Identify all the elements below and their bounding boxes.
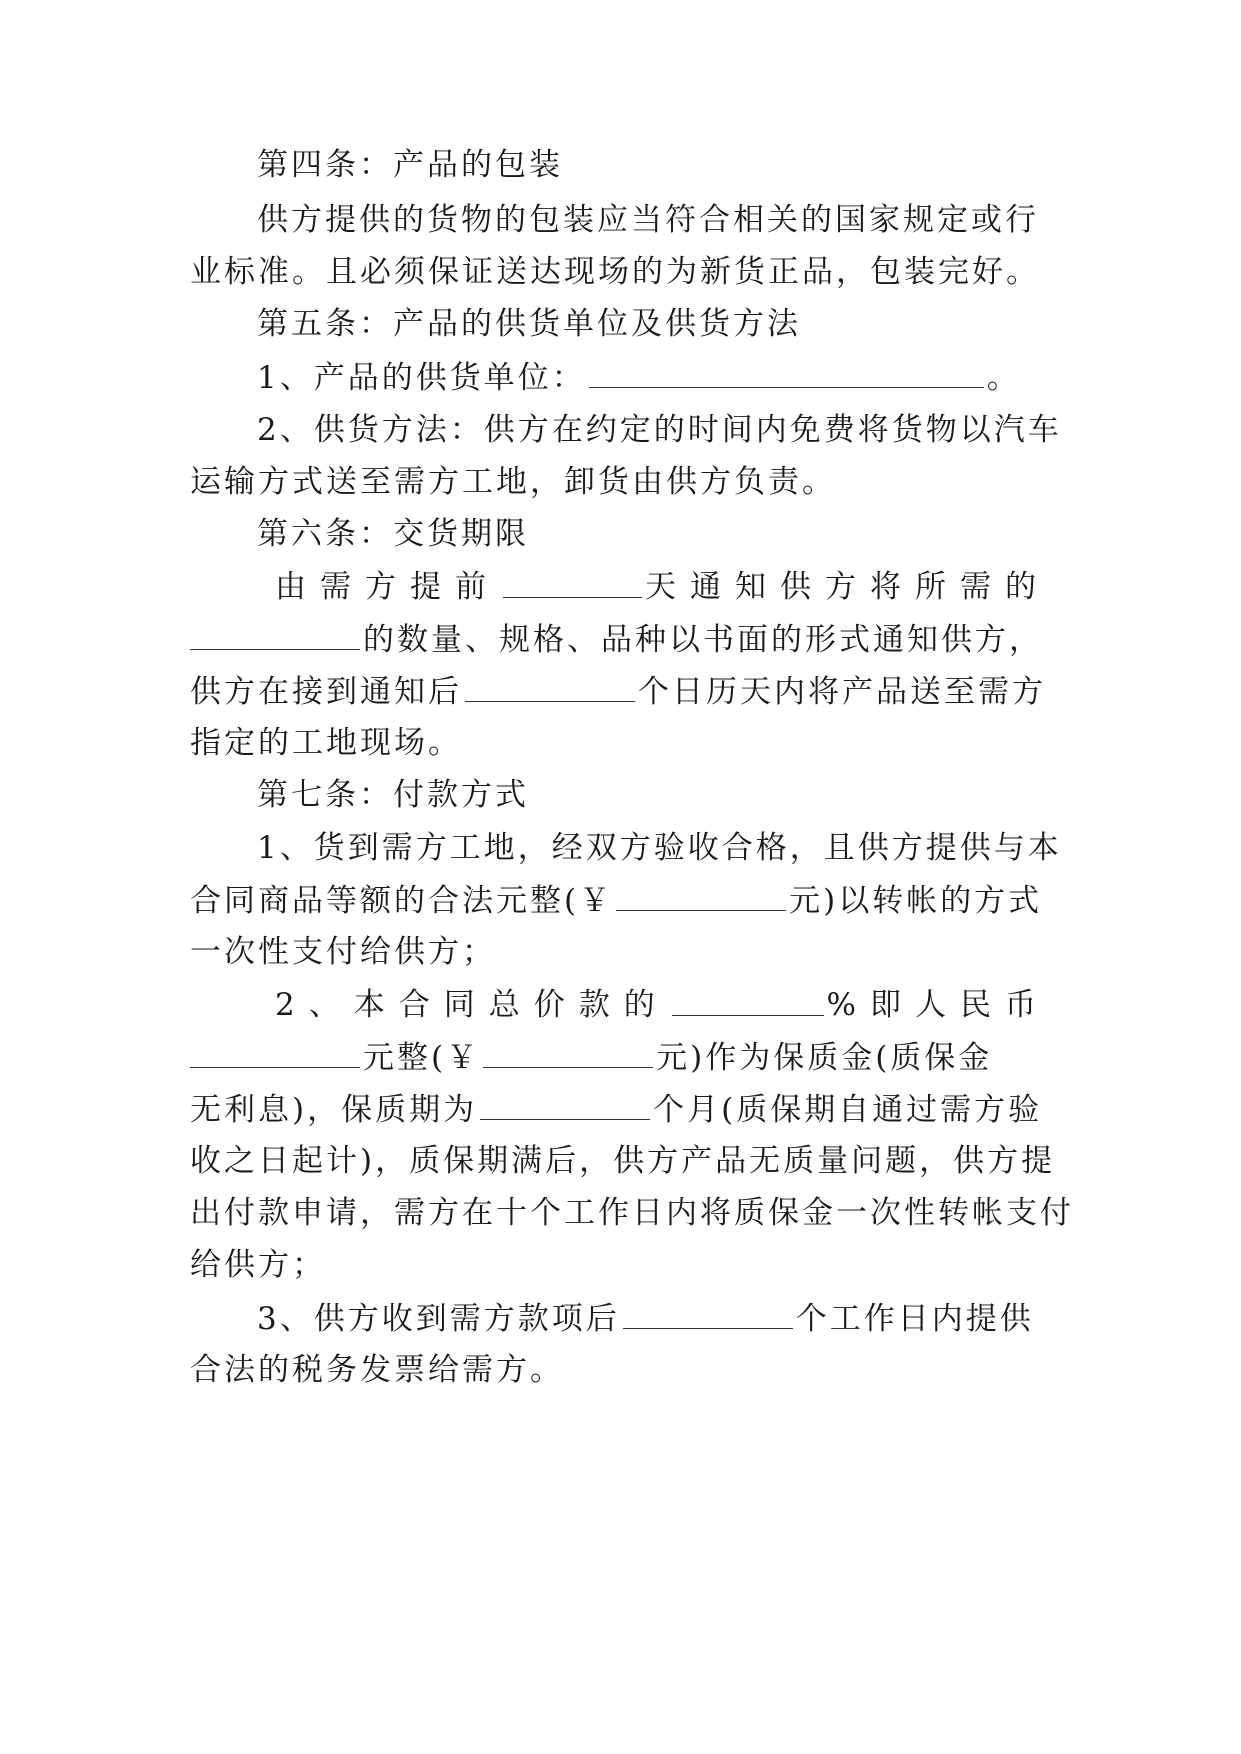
article5-item2-line2: 运输方式送至需方工地，卸货由供方负责。 xyxy=(190,464,836,500)
article6-line1-prefix: 由需方提前 xyxy=(275,569,500,605)
article7-item2-line3-prefix: 无利息)，保质期为 xyxy=(190,1092,478,1128)
article7-item2-line1-suffix: %即人民币 xyxy=(826,987,1050,1023)
article6-line4: 指定的工地现场。 xyxy=(190,725,462,761)
article7-item1-line2 xyxy=(190,880,1050,920)
article7-item2-line3 xyxy=(190,1089,1050,1129)
delivery-days-blank xyxy=(465,671,635,702)
article7-item2-line6: 给供方； xyxy=(190,1247,326,1283)
article7-item1-line2-prefix: 合同商品等额的合法元整(￥ xyxy=(190,883,614,919)
notice-days-blank xyxy=(503,567,642,598)
warranty-months-blank xyxy=(480,1089,650,1120)
article7-item3-line1 xyxy=(257,1298,1050,1338)
article6-line3 xyxy=(190,671,1050,711)
article7-item1-line2-suffix: 元)以转帐的方式 xyxy=(789,883,1043,919)
article6-line1-suffix: 天通知供方将所需的 xyxy=(645,569,1050,605)
article7-item3-line2: 合法的税务发票给需方。 xyxy=(190,1352,564,1388)
article7-item2-line2-suffix: 元)作为保质金(质保金 xyxy=(656,1040,993,1076)
article7-item3-line1-suffix: 个工作日内提供 xyxy=(795,1301,1034,1337)
article5-item1-end: 。 xyxy=(986,360,1021,396)
article7-item3-line1-prefix: 3、供方收到需方款项后 xyxy=(257,1301,620,1337)
article7-item2-line1-prefix: 2、本合同总价款的 xyxy=(275,987,669,1023)
supplier-unit-blank xyxy=(589,357,984,388)
article7-item2-line3-suffix: 个月(质保期自通过需方验 xyxy=(653,1092,1043,1128)
payment-amount-blank xyxy=(616,880,786,911)
article4-title: 第四条：产品的包装 xyxy=(257,147,563,183)
article4-para-line1: 供方提供的货物的包装应当符合相关的国家规定或行 xyxy=(257,202,1039,238)
article6-title: 第六条：交货期限 xyxy=(257,516,529,552)
warranty-amount-blank xyxy=(483,1037,653,1068)
article6-line1 xyxy=(275,567,1050,607)
article7-item1-line3: 一次性支付给供方； xyxy=(190,934,496,970)
article5-item1 xyxy=(257,357,1050,397)
rmb-amount-blank xyxy=(190,1037,360,1068)
article7-item1-line1: 1、货到需方工地，经双方验收合格，且供方提供与本 xyxy=(257,830,1062,866)
article7-title: 第七条：付款方式 xyxy=(257,777,529,813)
article7-item2-line5: 出付款申请，需方在十个工作日内将质保金一次性转帐支付 xyxy=(190,1195,1074,1231)
article6-line2 xyxy=(190,619,1050,659)
article7-item2-line2-mid: 元整(￥ xyxy=(363,1040,481,1076)
article5-item1-label: 1、产品的供货单位： xyxy=(257,360,586,396)
invoice-days-blank xyxy=(623,1298,793,1329)
article7-item2-line4: 收之日起计)，质保期满后，供方产品无质量问题，供方提 xyxy=(190,1143,1056,1179)
article7-item2-line2 xyxy=(190,1037,1050,1077)
article6-line3-suffix: 个日历天内将产品送至需方 xyxy=(638,674,1046,710)
article4-para-line2: 业标准。且必须保证送达现场的为新货正品，包装完好。 xyxy=(190,254,1040,290)
article5-item2-line1: 2、供货方法：供方在约定的时间内免费将货物以汽车 xyxy=(257,412,1062,448)
goods-blank xyxy=(190,619,360,650)
article6-line3-prefix: 供方在接到通知后 xyxy=(190,674,462,710)
article6-line2-text: 的数量、规格、品种以书面的形式通知供方， xyxy=(363,622,1043,658)
percentage-blank xyxy=(672,985,824,1016)
article5-title: 第五条：产品的供货单位及供货方法 xyxy=(257,306,801,342)
article7-item2-line1 xyxy=(275,985,1050,1025)
